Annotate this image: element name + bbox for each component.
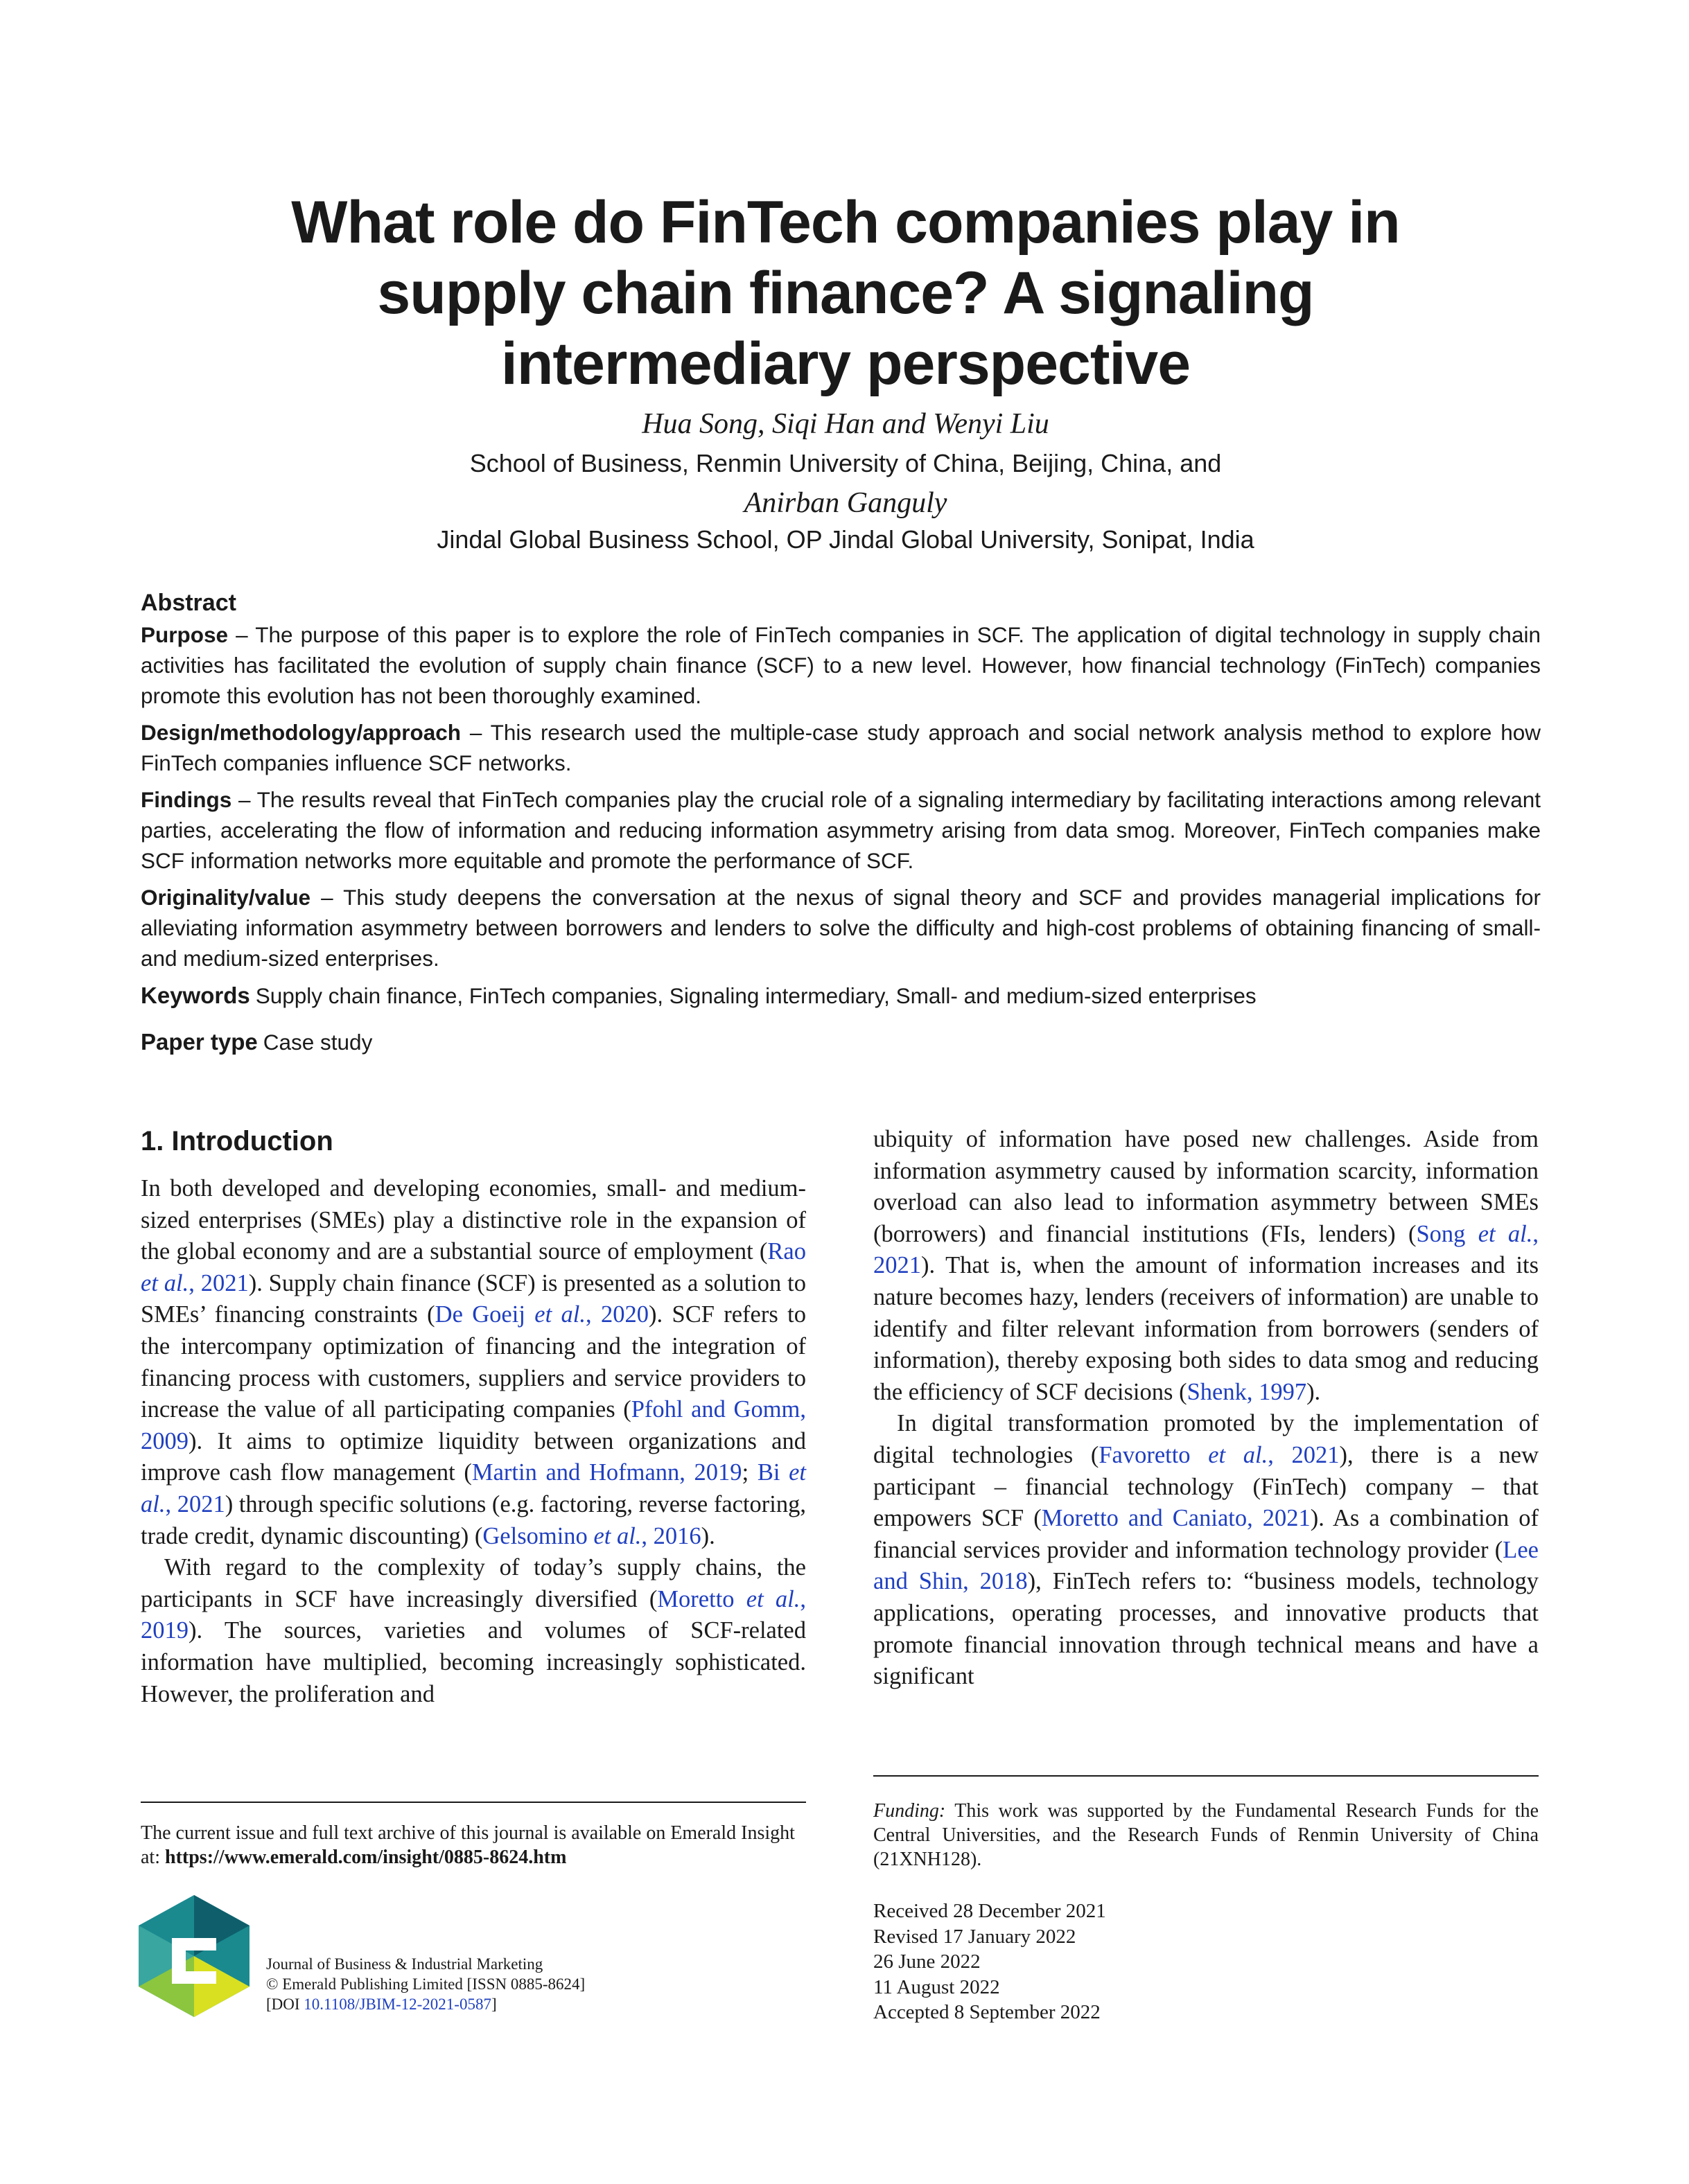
citation-link[interactable]: Lee and Shin, 2018 — [873, 1536, 1539, 1595]
journal-name: Journal of Business & Industrial Marketing — [266, 1955, 543, 1973]
doi-line: [DOI 10.1108/JBIM-12-2021-0587] — [266, 1996, 497, 2013]
design-text: – This research used the multiple-case study approach and social network analysis method to explore how FinTech companies influence SCF networks. — [141, 720, 1541, 775]
archive-url[interactable]: https://www.emerald.com/insight/0885-8624.htm — [165, 1847, 567, 1868]
intro-paragraph-2: With regard to the complexity of today’s supply chains, the participants in SCF have increasingly diversified (Moretto et al., 2019). The sources, varieties and volumes of SCF-related information have multiplied, becoming increasingly sophisticated. However, the proliferation and — [141, 1554, 806, 1707]
citation-link[interactable]: Song et al., 2021 — [873, 1220, 1539, 1279]
citation-link[interactable]: Moretto and Caniato, 2021 — [1041, 1505, 1311, 1532]
archive-note: The current issue and full text archive of this journal is available on Emerald Insight at: https://www.emerald.com/insight/0885-8624.htm — [141, 1822, 795, 1868]
funding-text: This work was supported by the Fundamental Research Funds for the Central Universities, and the Research Funds of Renmin University of China (21XNH128). — [873, 1800, 1539, 1870]
abstract-originality — [141, 882, 1541, 974]
title-line-3: intermediary perspective — [500, 331, 1191, 397]
title-line-2: supply chain finance? A signaling — [377, 260, 1314, 326]
citation-link[interactable]: Favoretto et al., 2021 — [1099, 1441, 1340, 1468]
originality-text: – This study deepens the conversation at the nexus of signal theory and SCF and provides managerial implications for alleviating information asymmetry between borrowers and lenders to solve the difficulty and high-cost problems of obtaining financing of small- and medium-sized enterprises. — [141, 885, 1541, 971]
paper-type-label: Paper type — [141, 1029, 258, 1055]
citation-link[interactable]: Gelsomino et al., 2016 — [482, 1522, 701, 1549]
title-line-1: What role do FinTech companies play in — [291, 189, 1400, 256]
date-revised: Revised 17 January 2022 — [873, 1925, 1076, 1948]
originality-label: Originality/value — [141, 885, 311, 910]
abstract-findings — [141, 784, 1541, 876]
abstract-purpose — [141, 619, 1541, 711]
intro-right-column — [873, 1124, 1539, 1693]
funding-note — [873, 1799, 1539, 1872]
date-received: Received 28 December 2021 — [873, 1900, 1106, 1922]
footnote-rule-left — [141, 1802, 806, 1803]
citation-link[interactable]: Moretto et al., 2019 — [141, 1585, 806, 1644]
affiliation-2: Jindal Global Business School, OP Jindal Global University, Sonipat, India — [437, 525, 1254, 554]
affiliation-1: School of Business, Renmin University of China, Beijing, China, and — [469, 449, 1222, 477]
citation-link[interactable]: Pfohl and Gomm, 2009 — [141, 1396, 806, 1454]
citation-link[interactable]: Shenk, 1997 — [1187, 1378, 1307, 1405]
article-dates — [873, 1899, 1106, 2025]
abstract-design — [141, 717, 1541, 778]
date-accepted: Accepted 8 September 2022 — [873, 2001, 1101, 2023]
intro-paragraph-1: In both developed and developing economies, small- and medium-sized enterprises (SMEs) play a distinctive role in the expansion of the global economy and are a substantial source of employment (Rao et al., 2021). Supply chain finance (SCF) is presented as a solution to SMEs’ financing constraints (De Goeij et al., 2020). SCF refers to the intercompany optimization of financing and the integration of financing process with customers, suppliers and service providers to increase the value of all participating companies (Pfohl and Gomm, 2009). It aims to optimize liquidity between organizations and improve cash flow management (Martin and Hofmann, 2019; Bi et al., 2021) through specific solutions (e.g. factoring, reverse factoring, trade credit, dynamic discounting) (Gelsomino et al., 2016). — [141, 1175, 807, 1549]
paper-type-text: Case study — [263, 1030, 373, 1055]
citation-link[interactable]: Bi et al., 2021 — [141, 1459, 806, 1517]
keywords-label: Keywords — [141, 983, 250, 1008]
keywords — [141, 983, 1257, 1009]
funding-label: Funding: — [873, 1800, 946, 1822]
findings-text: – The results reveal that FinTech companies play the crucial role of a signaling intermediary by facilitating interactions among relevant parties, accelerating the flow of information and reducing information asymmetry arising from data smog. Moreover, FinTech companies make SCF information networks more equitable and promote the performance of SCF. — [141, 787, 1541, 873]
keywords-text: Supply chain finance, FinTech companies, Signaling intermediary, Small- and medium-sized enterprises — [255, 983, 1257, 1008]
doi-link[interactable]: 10.1108/JBIM-12-2021-0587 — [304, 1996, 491, 2013]
findings-label: Findings — [141, 787, 232, 812]
publisher: © Emerald Publishing Limited [ISSN 0885-8624] — [266, 1975, 586, 1993]
journal-info — [266, 1954, 585, 2014]
intro-left-column — [141, 1173, 806, 1710]
citation-link[interactable]: De Goeij et al., 2020 — [435, 1301, 649, 1328]
footnote-rule-right — [873, 1775, 1539, 1777]
citation-link[interactable]: Martin and Hofmann, 2019 — [471, 1459, 742, 1486]
author-names-2: Anirban Ganguly — [744, 487, 947, 519]
purpose-label: Purpose — [141, 622, 229, 647]
paper-type — [141, 1029, 372, 1055]
design-label: Design/methodology/approach — [141, 720, 462, 745]
date-revised-2: 26 June 2022 — [873, 1950, 981, 1973]
section-heading-introduction: 1. Introduction — [141, 1126, 333, 1156]
citation-link[interactable]: Rao et al., 2021 — [141, 1238, 806, 1296]
purpose-text: – The purpose of this paper is to explore the role of FinTech companies in SCF. The application of digital technology in supply chain activities has facilitated the evolution of supply chain finance (SCF) to a new level. However, how financial technology (FinTech) companies promote this evolution has not been thoroughly examined. — [141, 622, 1541, 708]
date-revised-3: 11 August 2022 — [873, 1975, 1000, 1998]
intro-paragraph-4: In digital transformation promoted by the implementation of digital technologies (Favoretto et al., 2021), there is a new participant – financial technology (FinTech) company – that empowers SCF (Moretto and Caniato, 2021). As a combination of financial services provider and information technology provider (Lee and Shin, 2018), FinTech refers to: “business models, technology applications, operating processes, and innovative products that promote financial innovation through technical means and have a significant — [873, 1410, 1539, 1690]
abstract-heading: Abstract — [141, 590, 236, 616]
paper-title — [208, 187, 1483, 399]
emerald-logo — [139, 1895, 250, 2017]
author-names-1: Hua Song, Siqi Han and Wenyi Liu — [642, 408, 1049, 440]
intro-paragraph-3: ubiquity of information have posed new challenges. Aside from information asymmetry caused by information scarcity, information overload can also lead to information asymmetry between SMEs (borrowers) and financial institutions (FIs, lenders) (Song et al., 2021). That is, when the amount of information increases and its nature becomes hazy, lenders (receivers of information) are unable to identify and filter relevant information from borrowers (senders of information), thereby exposing both sides to data smog and reducing the efficiency of SCF decisions (Shenk, 1997). — [873, 1126, 1539, 1405]
abstract — [141, 588, 1541, 980]
